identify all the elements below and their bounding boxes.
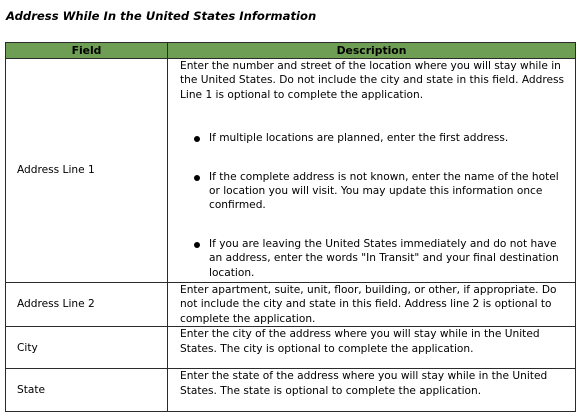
list-item-text: If you are leaving the United States immediately and do not have an address, enter the words "In Transit" and your final destination location. (209, 237, 559, 279)
table-row-city (6, 327, 576, 369)
page-title: Address While In the United States Information (6, 9, 317, 23)
list-item (180, 131, 571, 145)
bullet-icon (194, 242, 200, 248)
list-item (180, 237, 571, 280)
field-name-address-line-2: Address Line 2 (6, 283, 168, 327)
description-text: Enter the number and street of the location where you will stay while in the United States. Do not include the city and state in this field. Address Line 1 is optional to complete the application. (180, 60, 565, 101)
field-name-address-line-1: Address Line 1 (6, 59, 168, 283)
field-name-state: State (6, 369, 168, 412)
description-state: Enter the state of the address where you will stay while in the United States. The state is optional to complete the application. (168, 369, 576, 412)
address-info-table (5, 42, 576, 412)
table-row-address-line-2 (6, 283, 576, 327)
field-name-city: City (6, 327, 168, 369)
description-address-line-1 (168, 59, 576, 283)
field-column-header: Field (6, 43, 168, 59)
description-address-line-2: Enter apartment, suite, unit, floor, building, or other, if appropriate. Do not include the city and state in this field. Address line 2 is optional to complete the application. (168, 283, 576, 327)
bullet-icon (194, 175, 200, 181)
description-column-header: Description (168, 43, 576, 59)
description-city: Enter the city of the address where you will stay while in the United States. The city is optional to complete the application. (168, 327, 576, 369)
table-header-row (6, 43, 576, 59)
address-line-1-bullet-list (180, 131, 571, 280)
list-item-text: If the complete address is not known, enter the name of the hotel or location you will visit. You may update this information once confirmed. (209, 170, 559, 212)
table-row-state (6, 369, 576, 412)
list-item-text: If multiple locations are planned, enter the first address. (209, 132, 509, 145)
list-item (180, 170, 571, 213)
table-row-address-line-1 (6, 59, 576, 283)
bullet-icon (194, 136, 200, 142)
